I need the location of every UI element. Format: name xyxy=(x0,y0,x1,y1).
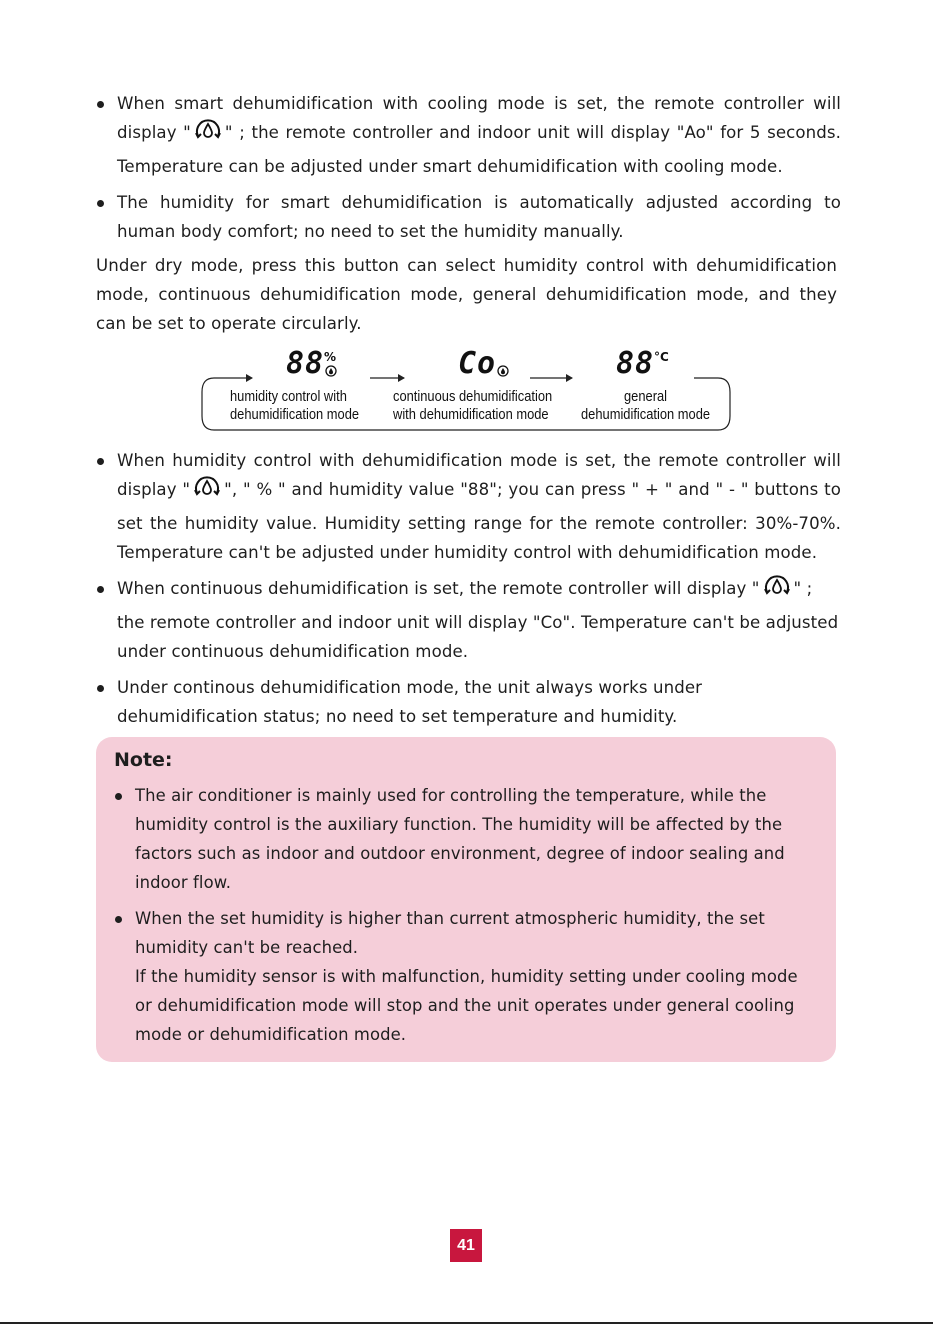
list-item: When smart dehumidification with cooling mode is set, the remote controller will display " " ; the remote controller and indoor unit will display "Ao" for 5 seconds. Temperature can be adjusted under smart dehumidification with cooling mode. xyxy=(96,89,841,181)
dry-mode-paragraph: Under dry mode, press this button can select humidity control with dehumidification mode, continuous dehumidification mode, general dehumidification mode, and they can be set to operate circularly. xyxy=(96,256,837,333)
list-item: The humidity for smart dehumidification is automatically adjusted according to human body comfort; no need to set the humidity manually. xyxy=(96,188,841,246)
list-item: When continuous dehumidification is set, the remote controller will display " " ; the remote controller and indoor unit will display "Co". Temperature can't be adjusted under continuous dehumidification mode. xyxy=(96,574,841,666)
smart-dehumidify-icon xyxy=(762,575,792,608)
note-title: Note: xyxy=(114,749,173,771)
mode-label-continuous: continuous dehumidification with dehumidification mode xyxy=(393,388,553,423)
mode-label-general: general dehumidification mode xyxy=(581,388,711,423)
continuous-display: Co xyxy=(458,346,496,381)
note-list xyxy=(114,781,819,1049)
general-display: 88 °C xyxy=(616,346,669,381)
list-item: When humidity control with dehumidification mode is set, the remote controller will display " ", " % " and humidity value "88"; you can press " + " and " - " buttons to set the humidity value. Humidity setting range for the remote controller: 30%-70%. Temperature can't be adjusted under humidity control with dehumidification mode. xyxy=(96,446,841,567)
small-dehumidify-icon xyxy=(324,364,338,382)
note-box xyxy=(96,737,836,1062)
note-extra-text: If the humidity sensor is with malfunction, humidity setting under cooling mode or dehumidification mode will stop and the unit operates under general cooling mode or dehumidification mode. xyxy=(135,967,798,1044)
intro-bullet-list xyxy=(96,89,841,246)
list-item: Under continous dehumidification mode, the unit always works under dehumidification status; no need to set temperature and humidity. xyxy=(96,673,841,731)
mode-cycle-diagram xyxy=(200,346,734,434)
small-dehumidify-icon xyxy=(496,364,510,382)
smart-dehumidify-icon xyxy=(192,476,222,509)
list-item: When the set humidity is higher than current atmospheric humidity, the set humidity can't be reached. If the humidity sensor is with malfunction, humidity setting under cooling mode or dehumidification mode will stop and the unit operates under general cooling mode or dehumidification mode. xyxy=(114,904,819,1049)
mode-label-humidity-control: humidity control with dehumidification mode xyxy=(230,388,360,423)
mode-bullet-list xyxy=(96,446,841,731)
list-item: The air conditioner is mainly used for controlling the temperature, while the humidity control is the auxiliary function. The humidity will be affected by the factors such as indoor and outdoor environment, degree of indoor sealing and indoor flow. xyxy=(114,781,819,897)
page-number-badge: 41 xyxy=(450,1229,482,1262)
smart-dehumidify-icon xyxy=(193,119,223,152)
humidity-display: 88 % xyxy=(286,346,337,381)
